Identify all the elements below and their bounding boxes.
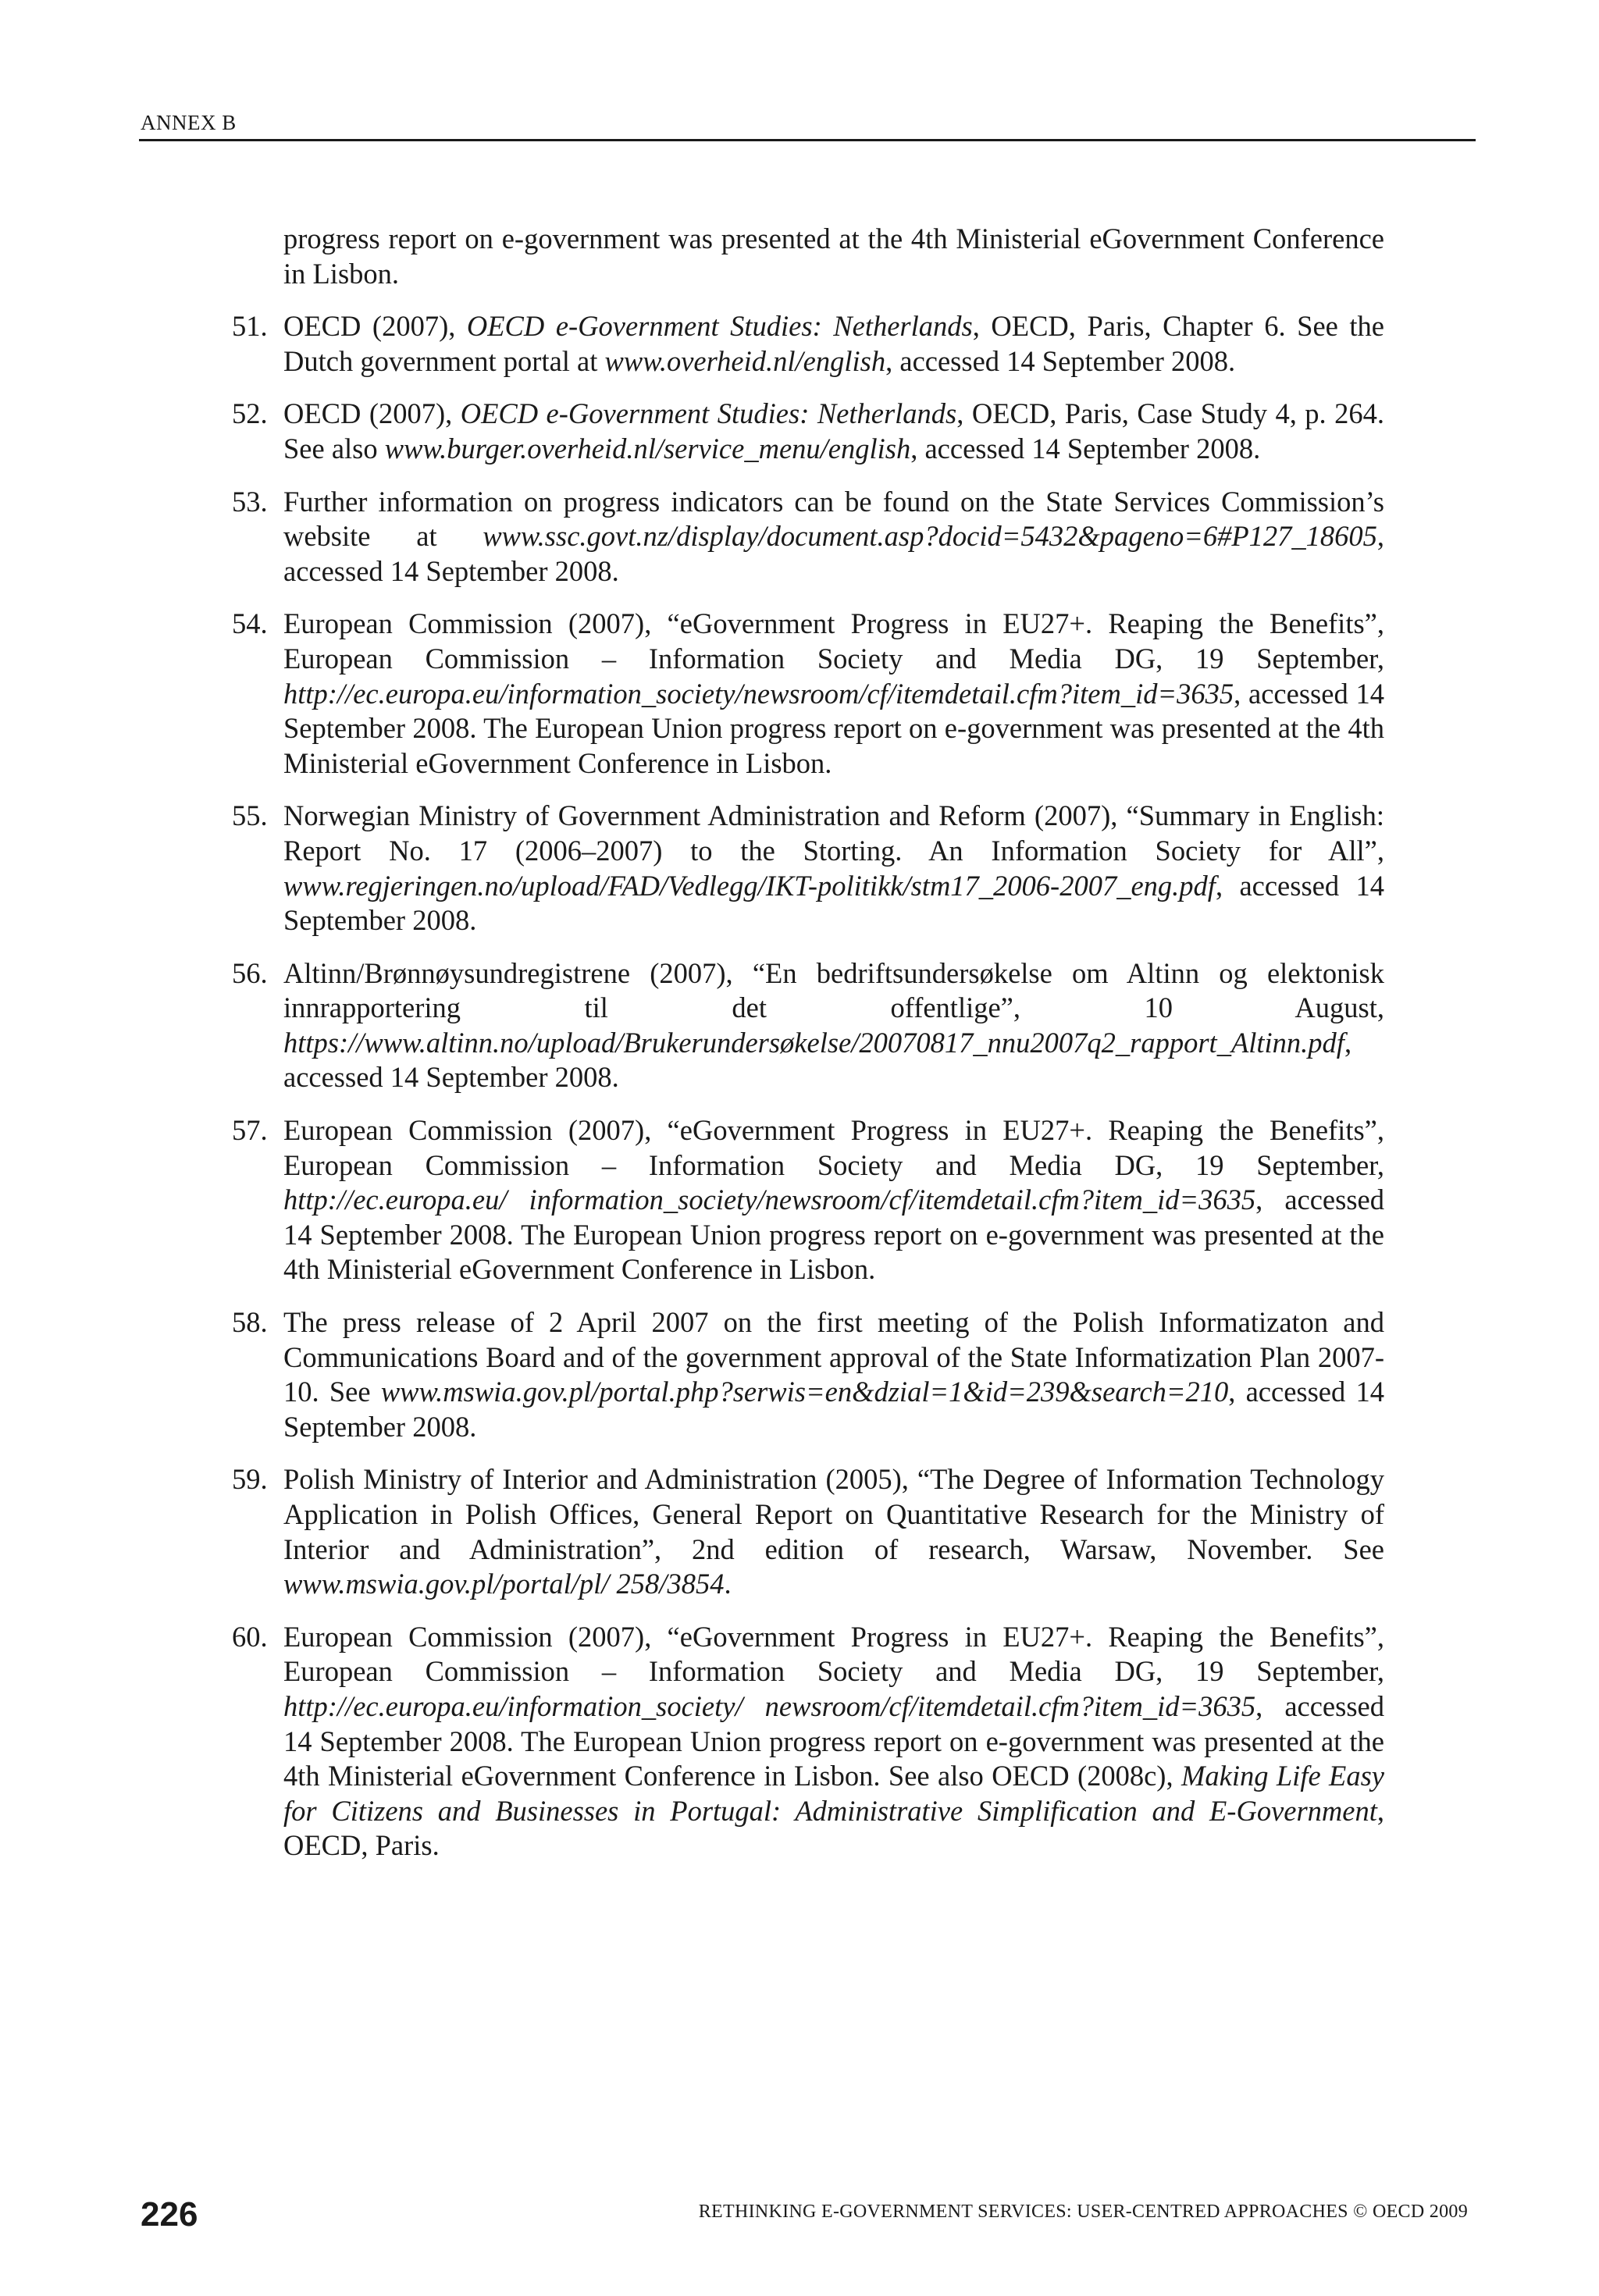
note-text: , OECD, Paris, Case Study 4, p. 264. See also [283,397,1384,465]
endnote-number: 57. [232,1114,268,1147]
endnote-item [232,1113,1384,1287]
note-text: , accessed 14 September 2008. [910,432,1261,465]
note-text: , accessed 14 September 2008. The European Union progress report on e-government was presented at the 4th Ministerial eGovernment Conference in Lisbon. See also OECD (2008c), [283,1689,1384,1792]
italic-reference: https://www.altinn.no/upload/Brukerundersøkelse/20070817_nnu2007q2_rapport_Altinn.pdf [283,1026,1344,1059]
continued-note [283,222,1384,291]
note-text: Norwegian Ministry of Government Administration and Reform (2007), “Summary in English: Report No. 17 (2006–2007) to the Storting. An Information Society for All”, [283,799,1384,867]
endnote-item [232,1620,1384,1863]
endnote-item [232,956,1384,1095]
note-text: European Commission (2007), “eGovernment Progress in EU27+. Reaping the Benefits”, European Commission – Information Society and Media DG, 19 September, [283,1114,1384,1181]
italic-reference: www.burger.overheid.nl/service_menu/english [384,432,911,465]
italic-reference: OECD e-Government Studies: Netherlands [466,310,973,343]
endnote-number: 53. [232,485,268,518]
endnote-item [232,397,1384,466]
italic-reference: www.ssc.govt.nz/display/document.asp?docid=5432&pageno=6#P127_18605 [483,520,1377,553]
italic-reference: http://ec.europa.eu/information_society/newsroom/cf/itemdetail.cfm?item_id=3635 [283,677,1234,710]
numbered-notes [232,309,1384,1863]
endnote-item [232,309,1384,379]
note-text: , accessed 14 September 2008. [283,520,1384,587]
italic-reference: www.regjeringen.no/upload/FAD/Vedlegg/IKT-politikk/stm17_2006-2007_eng.pdf [283,869,1216,902]
note-text: , accessed 14 September 2008. [283,1376,1384,1443]
italic-reference: http://ec.europa.eu/information_society/ newsroom/cf/itemdetail.cfm?item_id=3635 [283,1689,1256,1722]
endnote-number: 54. [232,607,268,640]
endnote-item [232,485,1384,589]
note-text: European Commission (2007), “eGovernment Progress in EU27+. Reaping the Benefits”, European Commission – Information Society and Media DG, 19 September, [283,1620,1384,1688]
endnote-item [232,607,1384,781]
running-head: ANNEX B [141,111,237,134]
note-text: , OECD, Paris. [283,1794,1384,1862]
note-text: OECD (2007), [283,397,461,430]
note-text: European Commission (2007), “eGovernment Progress in EU27+. Reaping the Benefits”, European Commission – Information Society and Media DG, 19 September, [283,607,1384,675]
endnote-number: 51. [232,310,268,343]
note-text: , accessed 14 September 2008. The European Union progress report on e-government was presented at the 4th Ministerial eGovernment Conference in Lisbon. [283,1184,1384,1286]
page-number: 226 [141,2195,198,2234]
note-text: The press release of 2 April 2007 on the first meeting of the Polish Informatizaton and Communications Board and of the government approval of the State Informatization Plan 2007-10. See [283,1306,1384,1408]
endnote-number: 52. [232,397,268,430]
note-text: Altinn/Brønnøysundregistrene (2007), “En bedriftsundersøkelse om Altinn og elektonisk innrapportering til det offentlige”, 10 August, [283,956,1384,1024]
italic-reference: http://ec.europa.eu/ information_society/newsroom/cf/itemdetail.cfm?item_id=3635 [283,1184,1256,1216]
note-text: , accessed 14 September 2008. [283,1026,1352,1094]
italic-reference: www.mswia.gov.pl/portal/pl/ 258/3854 [283,1568,725,1600]
italic-reference: www.overheid.nl/english [604,344,886,377]
endnote-number: 55. [232,799,268,832]
italic-reference: OECD e-Government Studies: Netherlands [460,397,957,430]
note-text: Polish Ministry of Interior and Administration (2005), “The Degree of Information Technology Application in Polish Offices, General Report on Quantitative Research for the Ministry of Interior and Administration”, 2nd edition of research, Warsaw, November. See [283,1463,1384,1565]
note-text: , accessed 14 September 2008. [885,344,1236,377]
note-text: . [724,1568,732,1600]
note-text: progress report on e-government was presented at the 4th Ministerial eGovernment Conference in Lisbon. [283,222,1384,290]
note-text: Further information on progress indicators can be found on the State Services Commission’s website at [283,485,1384,553]
note-text: , OECD, Paris, Chapter 6. See the Dutch government portal at [283,310,1384,377]
endnote-item [232,799,1384,938]
note-text: , accessed 14 September 2008. [283,869,1384,937]
footer-publication: RETHINKING E-GOVERNMENT SERVICES: USER-CENTRED APPROACHES © OECD 2009 [698,2202,1468,2222]
note-text: OECD (2007), [283,310,467,343]
note-text: , accessed 14 September 2008. The European Union progress report on e-government was presented at the 4th Ministerial eGovernment Conference in Lisbon. [283,677,1384,779]
endnotes-list [232,222,1384,1881]
endnote-item [232,1462,1384,1601]
italic-reference: Making Life Easy for Citizens and Businesses in Portugal: Administrative Simplification and E-Government [283,1760,1384,1827]
italic-reference: www.mswia.gov.pl/portal.php?serwis=en&dzial=1&id=239&search=210 [380,1376,1229,1408]
endnote-number: 59. [232,1463,268,1496]
header-rule [139,139,1476,141]
endnote-item [232,1305,1384,1444]
endnote-number: 60. [232,1620,268,1653]
endnote-number: 56. [232,956,268,989]
endnote-number: 58. [232,1306,268,1339]
